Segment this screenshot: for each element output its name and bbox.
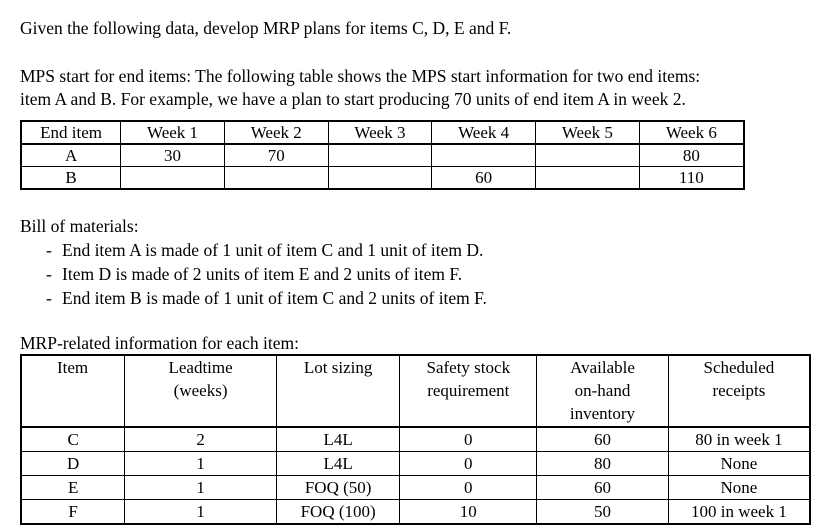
table-row: [21, 427, 810, 452]
mps-header-cell: End item: [21, 121, 121, 144]
header-line: on-hand: [574, 381, 631, 400]
mrp-cell: L4L: [276, 452, 400, 476]
mps-cell: [328, 144, 432, 167]
mrp-cell: 80: [537, 452, 669, 476]
mps-cell: [536, 167, 640, 190]
header-line: requirement: [427, 381, 510, 400]
mrp-cell: D: [21, 452, 125, 476]
header-line: (weeks): [173, 381, 228, 400]
bullet-dash: -: [46, 288, 52, 308]
mrp-header-cell: [537, 355, 669, 427]
bom-item: [46, 240, 483, 261]
mrp-cell: L4L: [276, 427, 400, 452]
mps-cell: [121, 167, 225, 190]
mrp-cell: 10: [400, 500, 537, 525]
intro-text: Given the following data, develop MRP plans for items C, D, E and F.: [20, 18, 512, 38]
mps-description-line-2: item A and B. For example, we have a plan to start producing 70 units of end item A in week 2.: [20, 89, 686, 109]
header-line: Leadtime: [168, 358, 233, 377]
mps-table: [20, 120, 745, 190]
mps-header-cell: Week 5: [536, 121, 640, 144]
mrp-cell: 1: [125, 452, 277, 476]
mrp-cell: 50: [537, 500, 669, 525]
mrp-header-cell: [668, 355, 810, 427]
mrp-cell: C: [21, 427, 125, 452]
mps-header-row: [21, 121, 744, 144]
header-line: Item: [57, 358, 89, 377]
bullet-dash: -: [46, 240, 52, 260]
mps-cell: B: [21, 167, 121, 190]
mrp-cell: E: [21, 476, 125, 500]
mps-cell: [432, 144, 536, 167]
header-line: inventory: [569, 404, 636, 423]
mps-header-cell: Week 1: [121, 121, 225, 144]
mps-header-cell: Week 4: [432, 121, 536, 144]
mrp-cell: 2: [125, 427, 277, 452]
table-row: [21, 500, 810, 525]
mrp-cell: 60: [537, 427, 669, 452]
mps-cell: 30: [121, 144, 225, 167]
mrp-cell: 0: [400, 452, 537, 476]
mrp-header-cell: [21, 355, 125, 427]
mrp-cell: 100 in week 1: [668, 500, 810, 525]
mps-cell: [328, 167, 432, 190]
mrp-cell: None: [668, 452, 810, 476]
mps-cell: 80: [639, 144, 744, 167]
mps-cell: A: [21, 144, 121, 167]
table-row: [21, 452, 810, 476]
mrp-table: [20, 354, 811, 525]
mps-description-line-1: MPS start for end items: The following table shows the MPS start information for two end items:: [20, 66, 701, 86]
mps-header-cell: Week 6: [639, 121, 744, 144]
mps-cell: [536, 144, 640, 167]
bullet-dash: -: [46, 264, 52, 284]
bom-item-text: End item A is made of 1 unit of item C and 1 unit of item D.: [62, 240, 484, 260]
mrp-cell: F: [21, 500, 125, 525]
mrp-cell: 0: [400, 476, 537, 500]
mrp-cell: 0: [400, 427, 537, 452]
mrp-header-cell: [276, 355, 400, 427]
mps-header-cell: Week 2: [224, 121, 328, 144]
bom-title: Bill of materials:: [20, 216, 139, 236]
mps-cell: 110: [639, 167, 744, 190]
mrp-header-cell: [125, 355, 277, 427]
header-line: Available: [570, 358, 635, 377]
table-row: [21, 476, 810, 500]
bom-item-text: Item D is made of 2 units of item E and 2 units of item F.: [62, 264, 463, 284]
table-row: [21, 144, 744, 167]
mrp-cell: None: [668, 476, 810, 500]
bom-item: [46, 264, 462, 285]
header-line: Scheduled: [703, 358, 775, 377]
mrp-header-cell: [400, 355, 537, 427]
table-row: [21, 167, 744, 190]
mrp-header-row: [21, 355, 810, 427]
mrp-cell: 80 in week 1: [668, 427, 810, 452]
bom-item: [46, 288, 487, 309]
mps-cell: [224, 167, 328, 190]
mrp-cell: FOQ (50): [276, 476, 400, 500]
mrp-cell: 1: [125, 500, 277, 525]
mps-header-cell: Week 3: [328, 121, 432, 144]
mrp-cell: 1: [125, 476, 277, 500]
header-line: Safety stock: [426, 358, 511, 377]
header-line: Lot sizing: [303, 358, 373, 377]
bom-item-text: End item B is made of 1 unit of item C and 2 units of item F.: [62, 288, 487, 308]
mrp-cell: 60: [537, 476, 669, 500]
mrp-cell: FOQ (100): [276, 500, 400, 525]
mps-cell: 60: [432, 167, 536, 190]
mrp-title: MRP-related information for each item:: [20, 333, 299, 353]
mps-cell: 70: [224, 144, 328, 167]
header-line: receipts: [712, 381, 766, 400]
